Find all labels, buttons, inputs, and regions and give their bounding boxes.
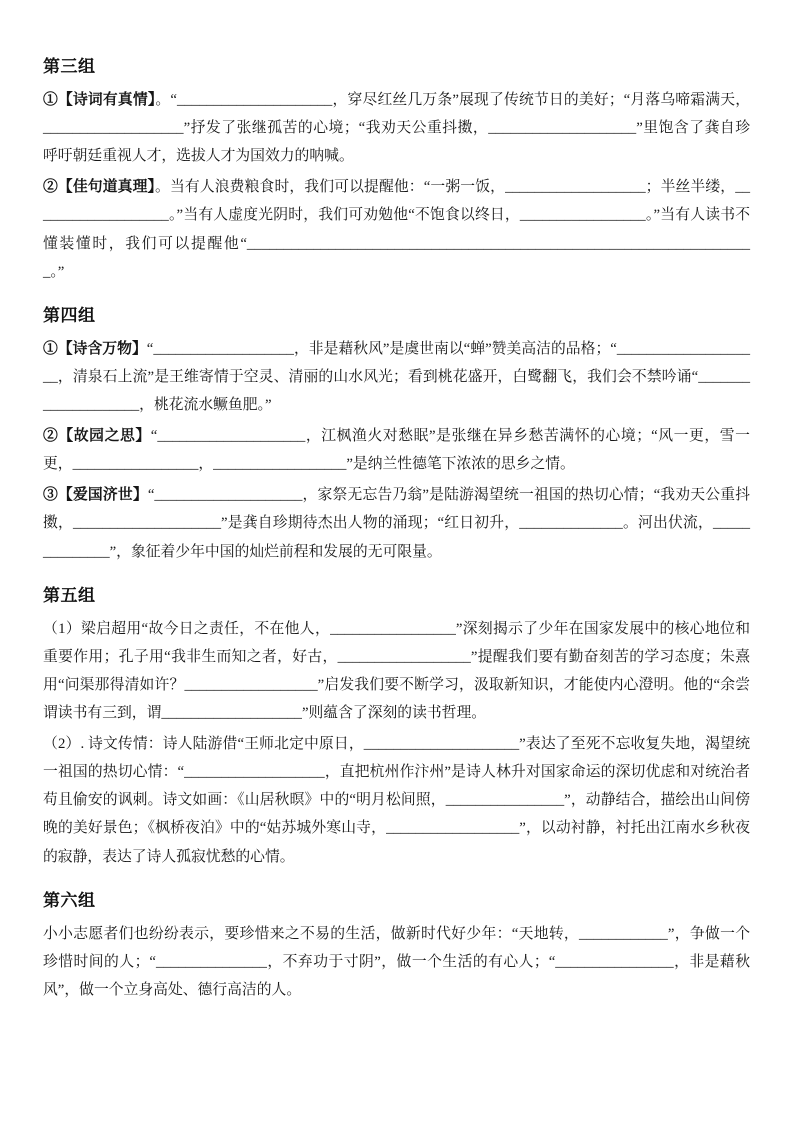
item-label: ②【佳句道真理】 (43, 179, 156, 196)
item-label: ①【诗词有真情】 (43, 92, 156, 108)
item-text: “___________________，非是藉秋风”是虞世南以“蝉”赞美高洁的品格；“____________________，清泉石上流”是王维寄情于空灵、清丽的山水风光；看到桃花盛开，白鹭翻飞，我们会不禁吟诵“____________________，桃花流水鳜鱼肥。” (43, 340, 750, 413)
item-text: “____________________，江枫渔火对愁眠”是张继在异乡愁苦满怀的心境；“风一更，雪一更，_________________，__________________”是纳兰性德笔下浓浓的思乡之情。 (43, 428, 750, 473)
section-group-4 (43, 301, 750, 566)
question-item (43, 422, 750, 478)
item-text: （2）. 诗文传情：诗人陆游借“王师北定中原日，_____________________”表达了至死不忘收复失地，渴望统一祖国的热切心情：“___________________，直把杭州作汴州”是诗人林升对国家命运的深切优虑和对统治者苟且偷安的讽刺。诗文如画：《山居秋暝》中的“明月松间照，________________”，动静结合，描绘出山间傍晚的美好景色；《枫桥夜泊》中的“姑苏城外寒山寺，__________________”，以动衬静，衬托出江南水乡秋夜的寂静，表达了诗人孤寂忧愁的心情。 (43, 736, 750, 865)
section-group-5 (43, 581, 750, 871)
question-item (43, 920, 750, 1004)
item-text: “____________________，家祭无忘告乃翁”是陆游渴望统一祖国的热切心情；“我劝天公重抖擞，____________________”是龚自珍期待杰出人物的涌现；“红日初升，______________。河出伏流，______________”，象征着少年中国的灿烂前程和发展的无可限量。 (43, 487, 750, 560)
item-text: （1）梁启超用“故今日之责任，不在他人，_________________”深刻揭示了少年在国家发展中的核心地位和重要作用；孔子用“我非生而知之者，好古，__________________”提醒我们要有勤奋刻苦的学习态度；朱熹用“问渠那得清如许？__________________”启发我们要不断学习，汲取新知识，才能使内心澄明。他的“余尝谓读书有三到，谓___________________”则蕴含了深刻的读书哲理。 (43, 620, 750, 721)
section-heading: 第六组 (43, 890, 96, 910)
section-heading: 第五组 (43, 585, 96, 605)
item-text: 。当有人浪费粮食时，我们可以提醒他：“一粥一饭，___________________；半丝半缕，___________________。”当有人虚度光阴时，我们可劝勉他“不饱食以终日，_________________。”当有人读书不懂装懂时，我们可以提醒他“_____________________________________________________________________。” (43, 179, 751, 280)
section-heading: 第四组 (43, 305, 96, 325)
item-label: ②【故园之思】 (43, 428, 151, 445)
section-heading: 第三组 (43, 57, 96, 76)
question-item (43, 615, 750, 727)
question-item (43, 730, 750, 871)
section-group-6 (43, 886, 750, 1004)
question-item (43, 481, 750, 565)
question-item (43, 335, 750, 419)
item-text: 小小志愿者们也纷纷表示，要珍惜来之不易的生活，做新时代好少年：“天地转，____________”，争做一个珍惜时间的人；“_______________，不弃功于寸阴”，做一个生活的有心人；“________________，非是藉秋风”，做一个立身高处、德行高洁的人。 (43, 925, 750, 998)
item-text: 。“_____________________，穿尽红丝几万条”展现了传统节日的美好；“月落乌啼霜满天，___________________”抒发了张继孤苦的心境；“我劝天公重抖擞，____________________”里饱含了龚自珍呼吁朝廷重视人才，选拔人才为国效力的呐喊。 (43, 92, 750, 165)
question-item (43, 173, 750, 285)
item-label: ③【爱国济世】 (43, 487, 148, 504)
item-label: ①【诗含万物】 (43, 340, 147, 357)
question-item (43, 86, 750, 170)
section-group-3 (43, 52, 750, 286)
